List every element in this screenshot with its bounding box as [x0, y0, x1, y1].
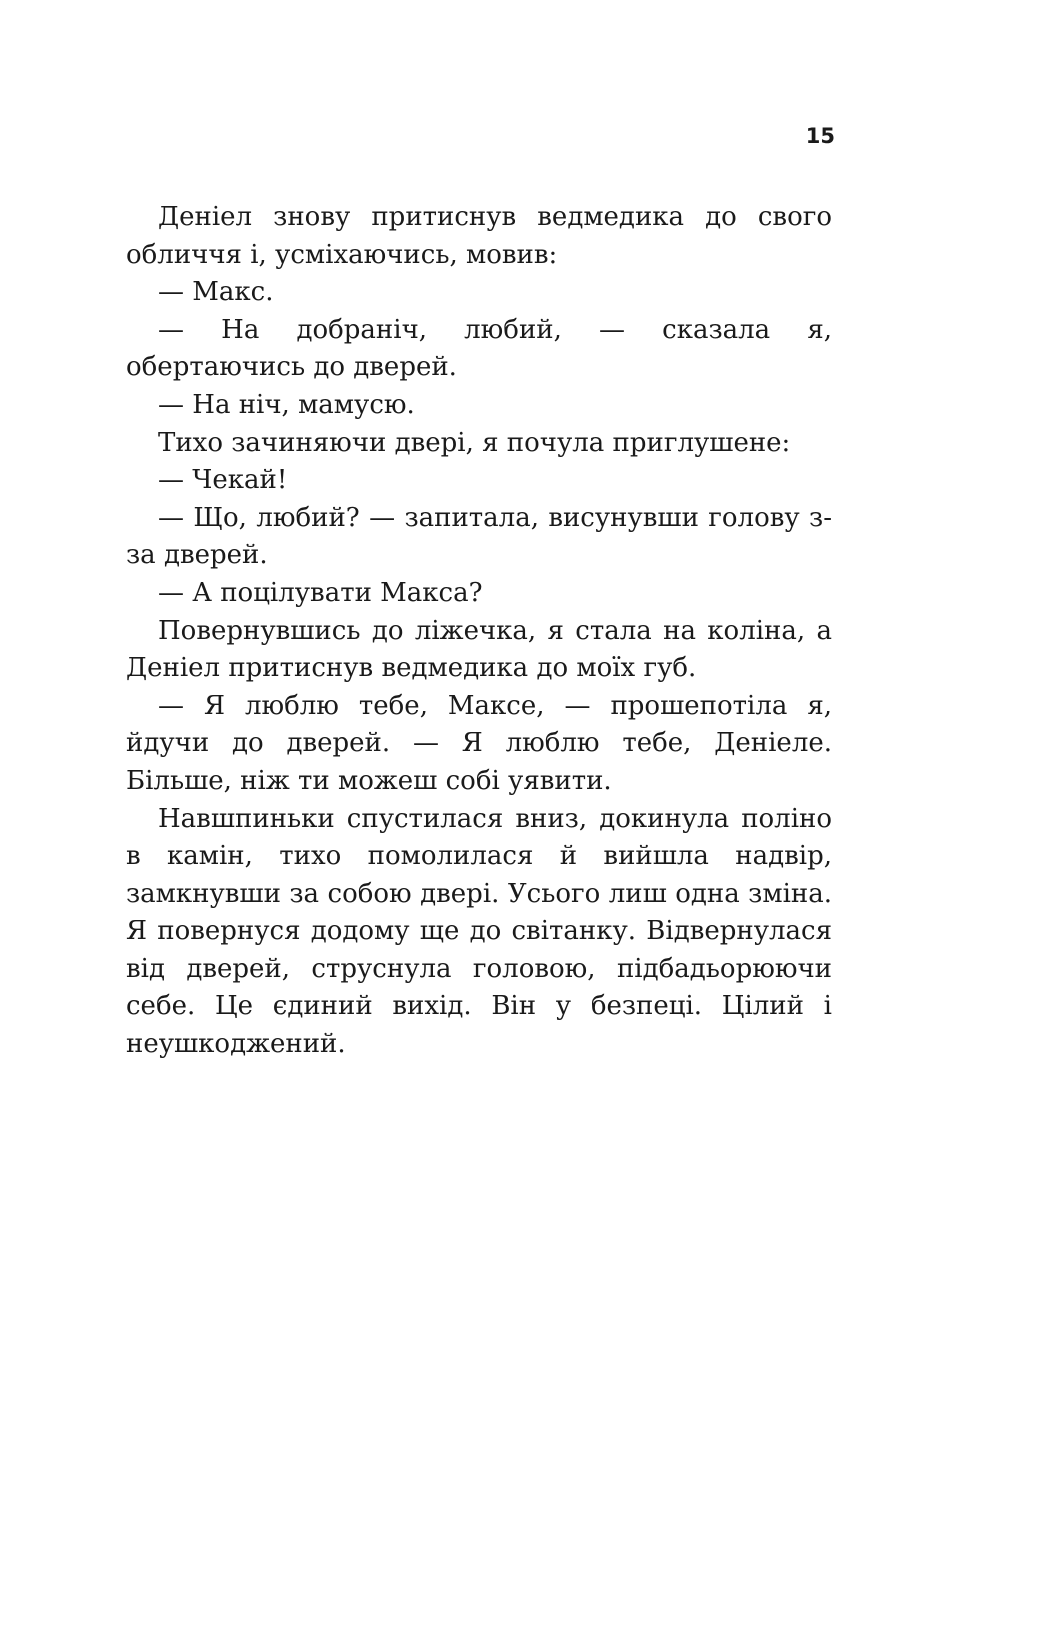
paragraph: Повернувшись до ліжечка, я стала на коліна, а Деніел притиснув ведмедика до моїх губ. — [126, 615, 832, 684]
paragraph: Тихо зачиняючи двері, я почула приглушене: — [158, 427, 791, 458]
paragraph: — Чекай! — [158, 465, 288, 496]
page-number: 15 — [805, 124, 835, 148]
paragraph: Деніел знову притиснув ведмедика до свого обличчя і, усміхаючись, мовив: — [126, 202, 832, 270]
paragraph: Навшпиньки спустилася вниз, докинула поліно в камін, тихо помолилася й вийшла надвір, замкнувши за собою двері. Усього лиш одна зміна. Я повернуся додому ще до світанку. Відвернулася від дверей, струснула головою, підбадьорюючи себе. Це єдиний вихід. Він у безпеці. Цілий і неушкоджений. — [126, 803, 832, 1060]
paragraph: — А поцілувати Макса? — [158, 577, 483, 608]
paragraph: — Макс. — [158, 277, 274, 308]
paragraph: — Що, любий? — запитала, висунувши голову з-за дверей. — [126, 502, 832, 571]
paragraph: — Я люблю тебе, Максе, — прошепотіла я, йдучи до дверей. — Я люблю тебе, Деніеле. Більше, ніж ти можеш собі уявити. — [126, 690, 832, 796]
paragraph: — На добраніч, любий, — сказала я, обертаючись до дверей. — [126, 314, 832, 383]
paragraph: — На ніч, мамусю. — [158, 389, 415, 420]
body-text — [126, 199, 832, 1064]
